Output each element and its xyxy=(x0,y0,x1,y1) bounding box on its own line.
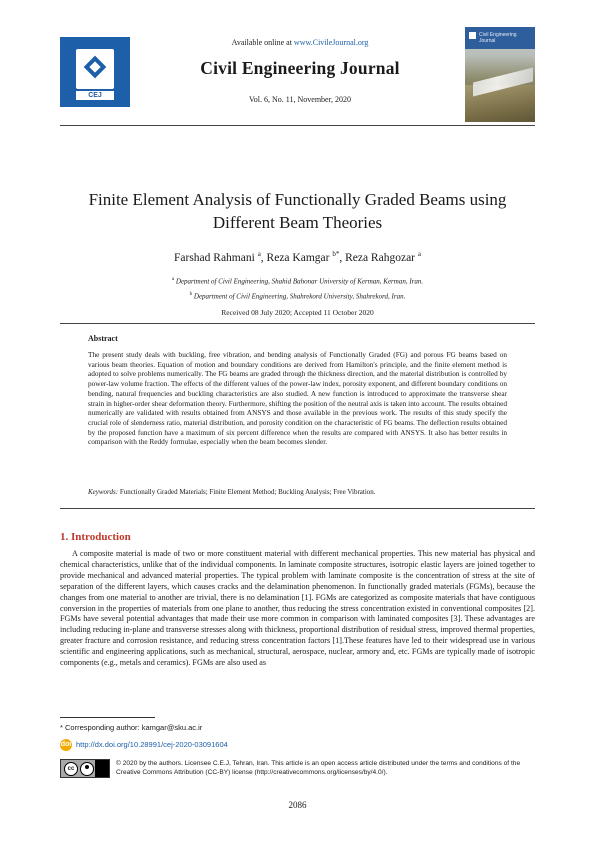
logo-emblem xyxy=(76,49,114,89)
received-dates: Received 08 July 2020; Accepted 11 October 2020 xyxy=(221,308,374,317)
doi-link[interactable]: http://dx.doi.org/10.28991/cej-2020-03091604 xyxy=(76,740,228,749)
keywords-text: Functionally Graded Materials; Finite Element Method; Buckling Analysis; Free Vibration. xyxy=(119,488,376,496)
keywords-label: Keywords: xyxy=(88,488,119,496)
affiliation xyxy=(60,277,535,285)
journal-title: Civil Engineering Journal xyxy=(200,58,400,78)
journal-website-link[interactable]: www.CivileJournal.org xyxy=(293,38,369,47)
doi-icon: doi xyxy=(60,739,72,751)
journal-logo xyxy=(60,37,130,107)
header-divider xyxy=(60,125,535,126)
author-name: Reza Rahgozar xyxy=(345,251,415,264)
page-number: 2086 xyxy=(288,800,307,810)
abstract-heading: Abstract xyxy=(88,334,118,343)
author-separator: , xyxy=(260,251,267,264)
keywords-line xyxy=(88,488,507,496)
cover-title-bar xyxy=(465,27,535,49)
affiliation-text: Department of Civil Engineering, Shahid Bahonar University of Kerman, Kerman, Iran. xyxy=(175,277,424,286)
corresponding-author-note: * Corresponding author: kamgar@sku.ac.ir xyxy=(60,723,203,732)
logo-text: CEJ xyxy=(76,91,114,100)
availability-prefix: Available online at xyxy=(231,38,294,47)
author-affil-marker: b* xyxy=(332,250,340,258)
journal-cover-image xyxy=(465,27,535,122)
author-name: Reza Kamgar xyxy=(266,251,330,264)
availability-line xyxy=(150,38,450,47)
license-statement: © 2020 by the authors. Licensee C.E.J, Tehran, Iran. This article is an open access article distributed under the terms and conditions of the Creative Commons Attribution (CC-BY) license (http://creativecommons.org/licenses/by/4.0/). xyxy=(116,760,521,776)
cover-title: Civil Engineering Journal xyxy=(479,32,517,44)
attribution-icon xyxy=(80,762,94,776)
cc-by-license-icon[interactable] xyxy=(60,759,110,778)
footnote-divider xyxy=(60,717,155,718)
abstract-body: The present study deals with buckling, free vibration, and bending analysis of Functionally Graded (FG) and porous FG beams based on various beam theories. Equation of motion and boundary conditions are derived from Hamilton's principle, and the finite element method is adopted to solve problems numerically. The FG beams are graded through the thickness direction, and the material distribution is controlled by power-law volume fraction. The effects of the different values of the power-law index, porosity exponent, and different boundary conditions on bending, natural frequencies and buckling characteristics are also studied. A new function is introduced to approximate the transverse shear strain in higher-order shear deformation theory. Furthermore, shifting the position of the neutral axis is taken into account. The results obtained numerically are validated with results obtained from ANSYS and those available in the previous work. The results of this study specify the crucial role of slenderness ratio, material distribution, and porosity condition on the characteristic of FG beams. The deflection results obtained by the proposed function have a maximum of six percent difference when the results are compared with ANSYS. It also has better results in comparison with the Reddy formulae, especially when the beam becomes slender. xyxy=(88,350,507,447)
author-list xyxy=(60,250,535,264)
affiliation xyxy=(60,292,535,300)
cover-logo-icon xyxy=(469,32,476,39)
affiliation-marker: a xyxy=(171,277,175,282)
affiliation-marker: b xyxy=(189,292,193,297)
abstract-top-rule xyxy=(60,323,535,324)
section-heading-introduction: 1. Introduction xyxy=(60,531,131,543)
author-affil-marker: a xyxy=(257,250,261,258)
paper-title: Finite Element Analysis of Functionally Graded Beams using Different Beam Theories xyxy=(88,190,507,232)
cc-icon: cc xyxy=(64,762,78,776)
volume-info: Vol. 6, No. 11, November, 2020 xyxy=(249,95,351,104)
introduction-body: A composite material is made of two or more constituent material with different mechanical properties. This new material has physical and chemical characteristics, unlike that of the individual components. In laminate composite structures, isotropic elastic layers are joined together to provide mechanical and advanced material properties. The typical problem with laminate composite is the concentration of stress at the site of separation of the different layers, which causes cracks and the delamination phenomenon. In functionally graded materials (FGMs), because the changes from one material to another are trivial, there is no delamination [1]. FGMs are categorized as composite materials that have contiguous conversion in the properties of materials from one plane to another, thus reducing the stress concentration existed in conventional composites [2]. FGMs have several potential advantages that made their use more common in comparison with laminated composites [3]. These advantages are including reducing in-plane and transverse stresses along with thickness, proportional distribution of residual stress, improved thermal properties, greater fracture and corrosion resistance, and reducing stress concentration factors [1].These features have led to their widespread use in various scientific and engineering applications, such as mechanical, structural, aerospace, nuclear, armory and, etc. FGMs are typically made of isotropic components (e.g., metals and ceramics). FGMs are also used as xyxy=(60,549,535,668)
author-affil-marker: a xyxy=(417,250,421,258)
author-name: Farshad Rahmani xyxy=(174,251,255,264)
license-badge-strip xyxy=(95,760,109,777)
abstract-bottom-rule xyxy=(60,508,535,509)
author-separator: , xyxy=(339,251,346,264)
affiliation-text: Department of Civil Engineering, Shahrekord University, Shahrekord, Iran. xyxy=(193,292,406,301)
